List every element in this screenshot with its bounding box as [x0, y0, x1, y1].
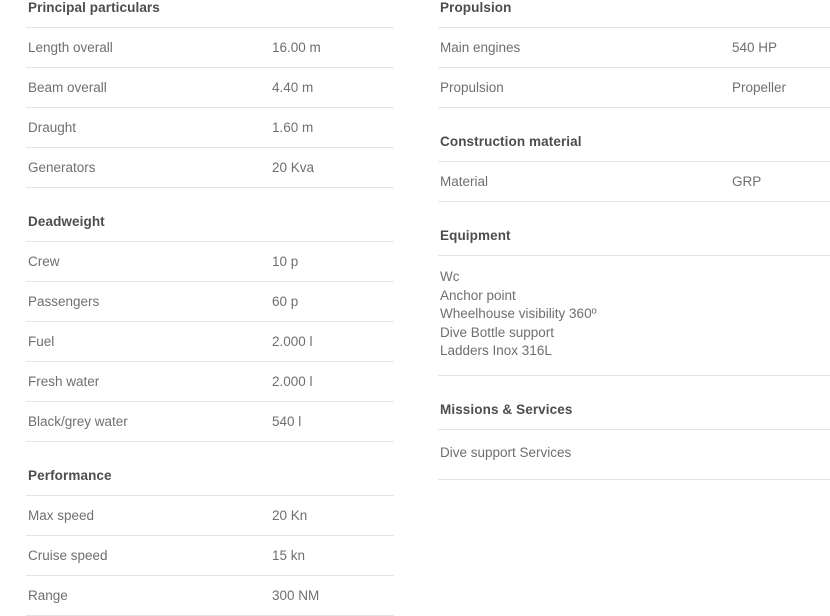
row-value: 540 HP [732, 40, 778, 55]
table-row [26, 108, 394, 148]
section-title: Principal particulars [26, 0, 394, 28]
list-item: Anchor point [440, 287, 516, 303]
row-label: Fresh water [28, 374, 100, 389]
table-row [26, 282, 394, 322]
right-column [420, 0, 830, 480]
table-row [438, 68, 830, 108]
section-construction-material [438, 108, 830, 202]
row-value: 60 p [272, 294, 299, 309]
row-label: Main engines [440, 40, 521, 55]
row-value: 4.40 m [272, 80, 314, 95]
list-item: Dive support Services [440, 444, 572, 460]
row-value: 16.00 m [272, 40, 321, 55]
row-label: Passengers [28, 294, 100, 309]
section-missions-services [438, 376, 830, 480]
section-deadweight [26, 188, 394, 442]
services-list [438, 430, 830, 480]
row-label: Material [440, 174, 489, 189]
section-equipment [438, 202, 830, 376]
row-value: 2.000 l [272, 374, 313, 389]
table-row [26, 28, 394, 68]
table-row [438, 28, 830, 68]
table-row [26, 576, 394, 616]
section-title: Propulsion [438, 0, 830, 28]
row-label: Fuel [28, 334, 55, 349]
list-item: Wheelhouse visibility 360º [440, 306, 597, 322]
spec-rows [438, 162, 830, 202]
row-label: Crew [28, 254, 60, 269]
row-label: Propulsion [440, 80, 504, 95]
table-row [26, 402, 394, 442]
row-label: Draught [28, 120, 77, 135]
spec-rows [26, 242, 394, 442]
row-value: 300 NM [272, 588, 320, 603]
section-title: Missions & Services [438, 376, 830, 430]
section-title: Performance [26, 442, 394, 496]
row-value: 540 l [272, 414, 302, 429]
row-label: Range [28, 588, 68, 603]
table-row [26, 148, 394, 188]
section-title: Equipment [438, 202, 830, 256]
row-value: 10 p [272, 254, 299, 269]
row-label: Generators [28, 160, 96, 175]
row-value: 1.60 m [272, 120, 314, 135]
section-propulsion [438, 0, 830, 108]
row-value: GRP [732, 174, 762, 189]
row-value: 2.000 l [272, 334, 313, 349]
table-row [26, 496, 394, 536]
row-value: 15 kn [272, 548, 306, 563]
row-value: 20 Kn [272, 508, 308, 523]
table-row [438, 162, 830, 202]
list-item: Wc [440, 269, 460, 284]
spec-rows [438, 28, 830, 108]
list-item: Dive Bottle support [440, 324, 555, 340]
section-title: Construction material [438, 108, 830, 162]
spec-rows [26, 496, 394, 616]
row-value: 20 Kva [272, 160, 315, 175]
section-title: Deadweight [26, 188, 394, 242]
spec-rows [26, 28, 394, 188]
table-row [26, 536, 394, 576]
section-performance [26, 442, 394, 616]
equipment-list [438, 256, 830, 376]
row-label: Length overall [28, 40, 113, 55]
table-row [26, 242, 394, 282]
row-label: Beam overall [28, 80, 107, 95]
table-row [26, 322, 394, 362]
row-label: Black/grey water [28, 414, 128, 429]
row-value: Propeller [732, 80, 787, 95]
section-principal-particulars [26, 0, 394, 188]
table-row [26, 362, 394, 402]
row-label: Max speed [28, 508, 95, 523]
table-row [26, 68, 394, 108]
row-label: Cruise speed [28, 548, 108, 563]
list-item: Ladders Inox 316L [440, 343, 552, 359]
